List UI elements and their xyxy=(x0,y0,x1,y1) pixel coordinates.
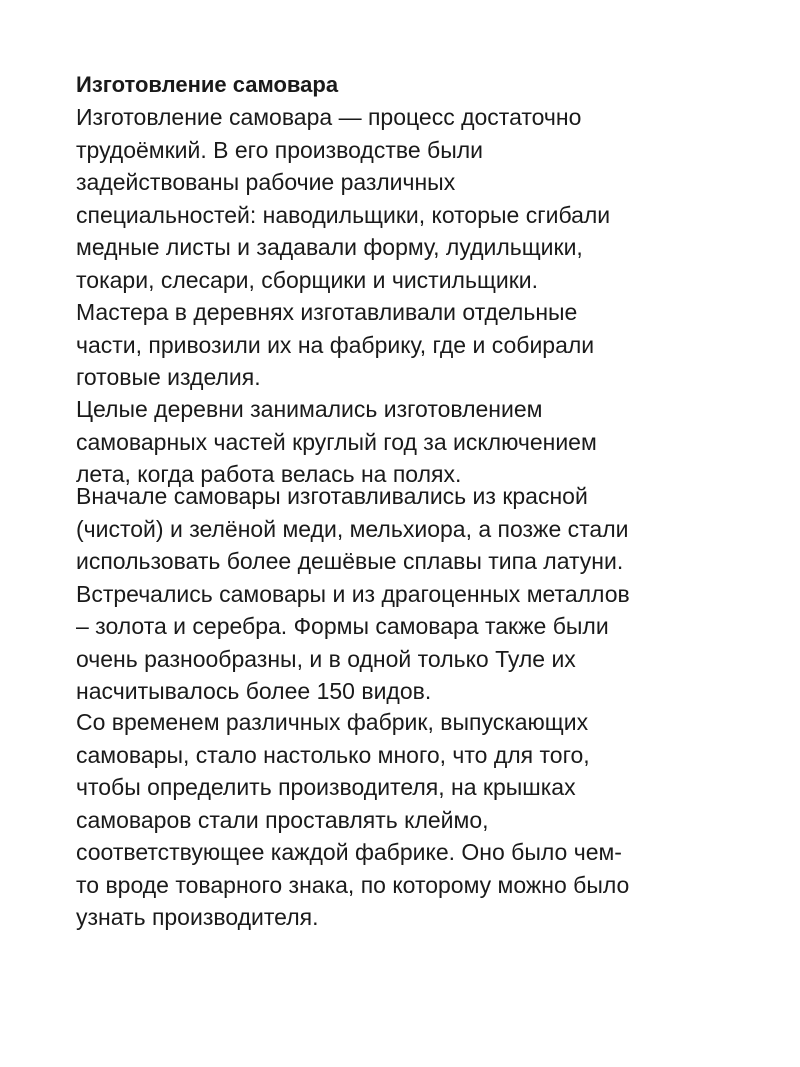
paragraph-line: медные листы и задавали форму, лудильщики, xyxy=(76,234,583,260)
paragraph-line: чтобы определить производителя, на крышках xyxy=(76,774,576,800)
paragraph-line: использовать более дешёвые сплавы типа латуни. xyxy=(76,548,624,574)
paragraph-line: токари, слесари, сборщики и чистильщики. xyxy=(76,266,539,293)
paragraph-line: самовары, стало настолько много, что для того, xyxy=(76,741,590,768)
paragraph-line: насчитывалось более 150 видов. xyxy=(76,678,432,704)
paragraph-line: Вначале самовары изготавливались из красной xyxy=(76,483,588,509)
paragraph-line: Изготовление самовара — процесс достаточно xyxy=(76,104,582,130)
paragraph-line: лета, когда работа велась на полях. xyxy=(76,461,462,487)
paragraph-line: задействованы рабочие различных xyxy=(76,169,456,195)
paragraph-line: Целые деревни занимались изготовлением xyxy=(76,396,543,422)
paragraph-line: части, привозили их на фабрику, где и собирали xyxy=(76,331,595,358)
paragraph-line: узнать производителя. xyxy=(76,904,319,930)
paragraph-5 xyxy=(76,706,726,934)
paragraph-line: то вроде товарного знака, по которому можно было xyxy=(76,871,630,898)
paragraph-line: Со временем различных фабрик, выпускающих xyxy=(76,709,589,735)
paragraph-line: (чистой) и зелёной меди, мельхиора, а позже стали xyxy=(76,515,629,542)
paragraph-line: – золота и серебра. Формы самовара также были xyxy=(76,613,609,639)
paragraph-line: готовые изделия. xyxy=(76,364,261,390)
document-title: Изготовление самовара xyxy=(76,72,339,97)
paragraph-1 xyxy=(76,101,726,296)
paragraph-line: Встречались самовары и из драгоценных металлов xyxy=(76,580,630,607)
paragraph-line: трудоёмкий. В его производстве были xyxy=(76,136,483,163)
paragraph-4 xyxy=(76,480,726,708)
paragraph-line: соответствующее каждой фабрике. Оно было чем- xyxy=(76,839,622,865)
paragraph-2 xyxy=(76,296,726,394)
paragraph-line: очень разнообразны, и в одной только Туле их xyxy=(76,645,576,672)
paragraph-line: специальностей: наводильщики, которые сгибали xyxy=(76,201,611,228)
paragraph-line: самоваров стали проставлять клеймо, xyxy=(76,806,489,833)
paragraph-line: Мастера в деревнях изготавливали отдельные xyxy=(76,299,578,325)
paragraph-line: самоварных частей круглый год за исключением xyxy=(76,428,597,455)
paragraph-3 xyxy=(76,393,726,491)
